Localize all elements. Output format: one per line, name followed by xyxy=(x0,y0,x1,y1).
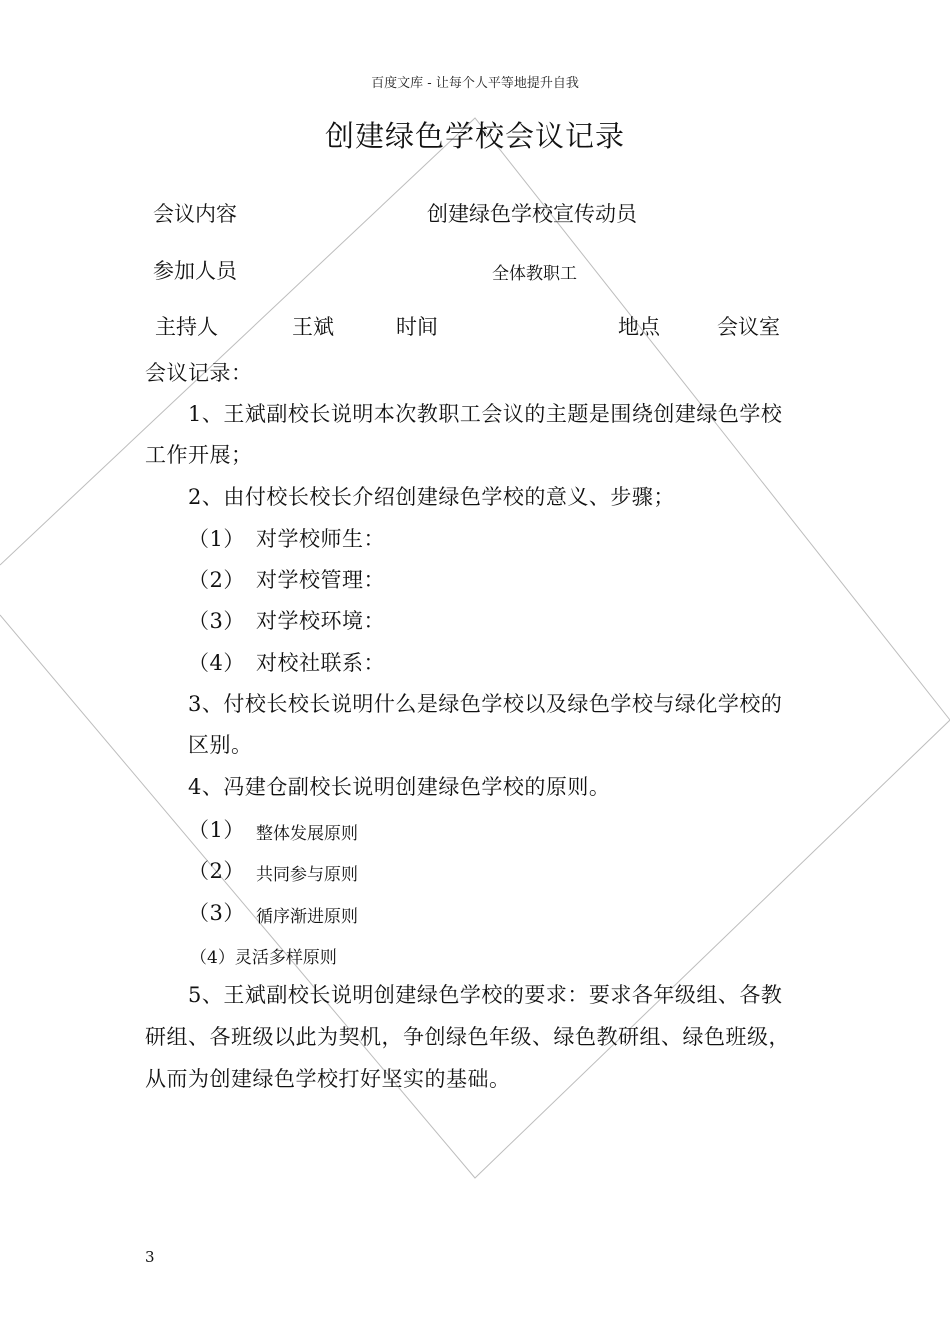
item-4-3-num: （3） xyxy=(188,901,245,925)
item-1-line-1: 1、王斌副校长说明本次教职工会议的主题是围绕创建绿色学校 xyxy=(188,402,783,426)
item-2-1-num: （1） xyxy=(188,527,245,551)
attendees-value: 全体教职工 xyxy=(492,264,577,284)
item-4-1-num: （1） xyxy=(188,818,245,842)
page-title: 创建绿色学校会议记录 xyxy=(324,119,625,153)
page-number: 3 xyxy=(145,1248,155,1266)
item-2: 2、由付校长校长介绍创建绿色学校的意义、步骤； xyxy=(188,485,675,509)
meeting-content-value: 创建绿色学校宣传动员 xyxy=(427,202,637,226)
location-value: 会议室 xyxy=(717,315,780,339)
item-5-line-3: 从而为创建绿色学校打好坚实的基础。 xyxy=(145,1067,511,1091)
item-4: 4、冯建仓副校长说明创建绿色学校的原则。 xyxy=(188,775,611,799)
item-1-line-2: 工作开展； xyxy=(145,443,253,467)
item-3-line-1: 3、付校长校长说明什么是绿色学校以及绿色学校与绿化学校的 xyxy=(188,692,783,716)
item-5-line-2: 研组、各班级以此为契机，争创绿色年级、绿色教研组、绿色班级， xyxy=(145,1025,790,1049)
item-3-line-2: 区别。 xyxy=(188,733,253,757)
host-value: 王斌 xyxy=(292,315,334,339)
item-2-3-text: 对学校环境： xyxy=(256,609,385,633)
meeting-content-label: 会议内容 xyxy=(153,202,237,226)
item-4-3-text: 循序渐进原则 xyxy=(256,907,358,927)
host-label: 主持人 xyxy=(155,315,218,339)
item-2-2-text: 对学校管理： xyxy=(256,568,385,592)
time-label: 时间 xyxy=(396,315,438,339)
location-label: 地点 xyxy=(618,315,660,339)
item-4-2-text: 共同参与原则 xyxy=(256,865,358,885)
item-5-line-1: 5、王斌副校长说明创建绿色学校的要求：要求各年级组、各教 xyxy=(188,983,783,1007)
page-header: 百度文库 - 让每个人平等地提升自我 xyxy=(371,76,579,91)
item-2-1-text: 对学校师生： xyxy=(256,527,385,551)
item-2-4-text: 对校社联系： xyxy=(256,651,385,675)
item-2-3-num: （3） xyxy=(188,609,245,633)
item-4-2-num: （2） xyxy=(188,859,245,883)
item-4-1-text: 整体发展原则 xyxy=(256,824,358,844)
attendees-label: 参加人员 xyxy=(153,259,237,283)
item-4-4: （4）灵活多样原则 xyxy=(190,948,337,968)
item-2-2-num: （2） xyxy=(188,568,245,592)
item-2-4-num: （4） xyxy=(188,651,245,675)
record-label: 会议记录： xyxy=(145,361,253,385)
